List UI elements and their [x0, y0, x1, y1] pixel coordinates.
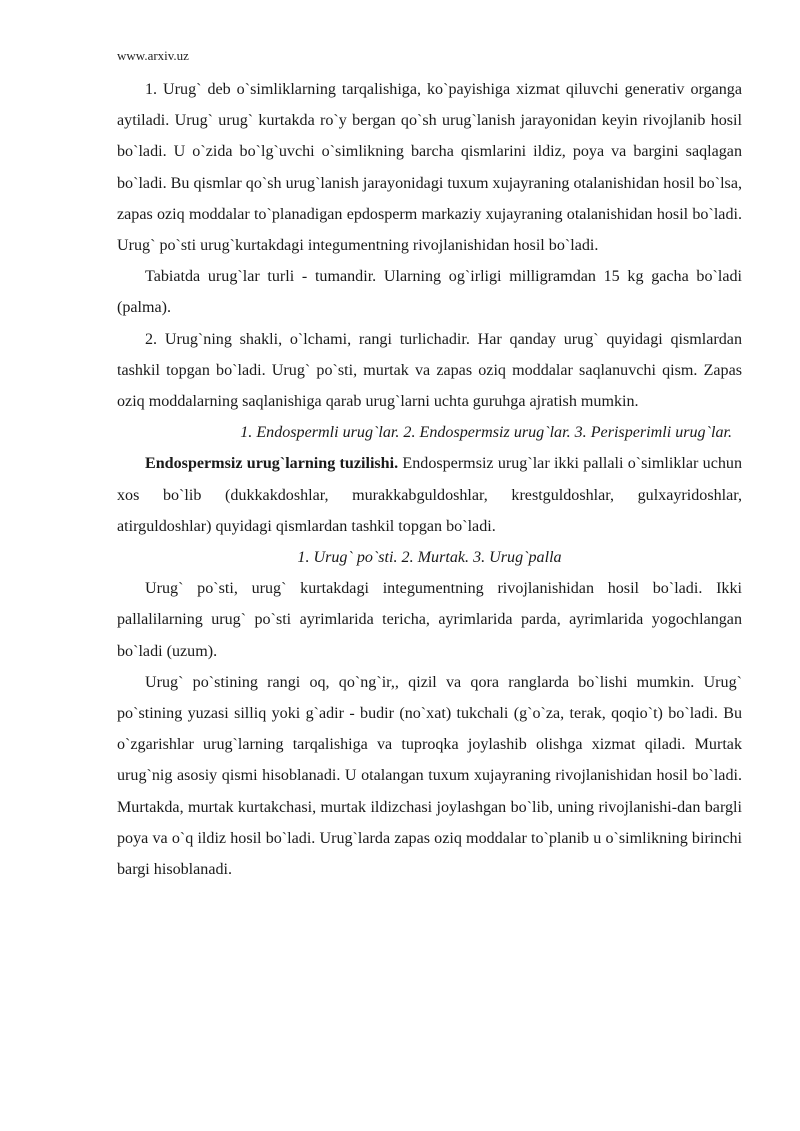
paragraph-seed-coat-color: Urug` po`stining rangi oq, qo`ng`ir,, qizil va qora ranglarda bo`lishi mumkin. Urug` po`stining yuzasi silliq yoki g`adir - budir (no`xat) tukchali (g`o`za, terak, qoqio`t) bo`ladi. Bu o`zgarishlar urug`larning tarqalishiga va tuproqka joylashib olishga xizmat qiladi. Murtak urug`nig asosiy qismi hisoblanadi. U otalangan tuxum xujayraning rivojlanishidan hosil bo`ladi. Murtakda, murtak kurtakchasi, murtak ildizchasi joylashgan bo`lib, uning rivojlanishi-dan bargli poya va o`q ildiz hosil bo`ladi. Urug`larda zapas oziq moddalar to`planib u o`simlikning birinchi bargi hisoblanadi. [117, 673, 742, 879]
paragraph-seed-definition: 1. Urug` deb o`simliklarning tarqalishiga, ko`payishiga xizmat qiluvchi generativ organga aytiladi. Urug` urug` kurtakda ro`y bergan qo`sh urug`lanish jarayonidan keyin rivojlanib hosil bo`ladi. U o`zida bo`lg`uvchi o`simlikning barcha qismlarini ildiz, poya va bargini saqlagan bo`ladi. Bu qismlar qo`sh urug`lanish jarayonidagi tuxum xujayraning otalanishidan hosil bo`lsa, zapas oziq moddalar to`planadigan epdosperm markaziy xujayraning otalanishidan hosil bo`ladi. Urug` po`sti urug`kurtakdagi integumentning rivojlanishidan hosil bo`ladi. [117, 81, 742, 255]
site-header: www.arxiv.uz [117, 48, 189, 63]
paragraph-seed-parts: 2. Urug`ning shakli, o`lchami, rangi turlichadir. Har qanday urug` quyidagi qismlardan tashkil topgan bo`ladi. Urug` po`sti, murtak va zapas oziq moddalar saqlanuvchi qism. Zapas oziq moddalarning saqlanishiga qarab urug`larni uchta guruhga ajratish mumkin. [117, 330, 742, 411]
seed-types-list: 1. Endospermli urug`lar. 2. Endospermsiz urug`lar. 3. Perisperimli urug`lar. [240, 424, 732, 442]
section-heading: Endospermsiz urug`larning tuzilishi. [145, 455, 399, 473]
section-heading-text: Endospermsiz urug`lar ikki pallali o`simliklar uchun xos bo`lib (dukkakdoshlar, murakkabguldoshlar, krestguldoshlar, gulxayridoshlar, atirguldoshlar) quyidagi qismlardan tashkil topgan bo`ladi. [117, 455, 742, 535]
paragraph-endospermless-structure [117, 448, 742, 542]
document-body [117, 74, 742, 885]
paragraph-seed-variety: Tabiatda urug`lar turli - tumandir. Ularning og`irligi milligramdan 15 kg gacha bo`ladi (palma). [117, 268, 742, 317]
paragraph-seed-coat: Urug` po`sti, urug` kurtakdagi integumentning rivojlanishidan hosil bo`ladi. Ikki pallalilarning urug` po`sti ayrimlarida tericha, ayrimlarida parda, ayrimlarida yogochlangan bo`ladi (uzum). [117, 580, 742, 660]
seed-components-list: 1. Urug` po`sti. 2. Murtak. 3. Urug`palla [297, 549, 562, 567]
